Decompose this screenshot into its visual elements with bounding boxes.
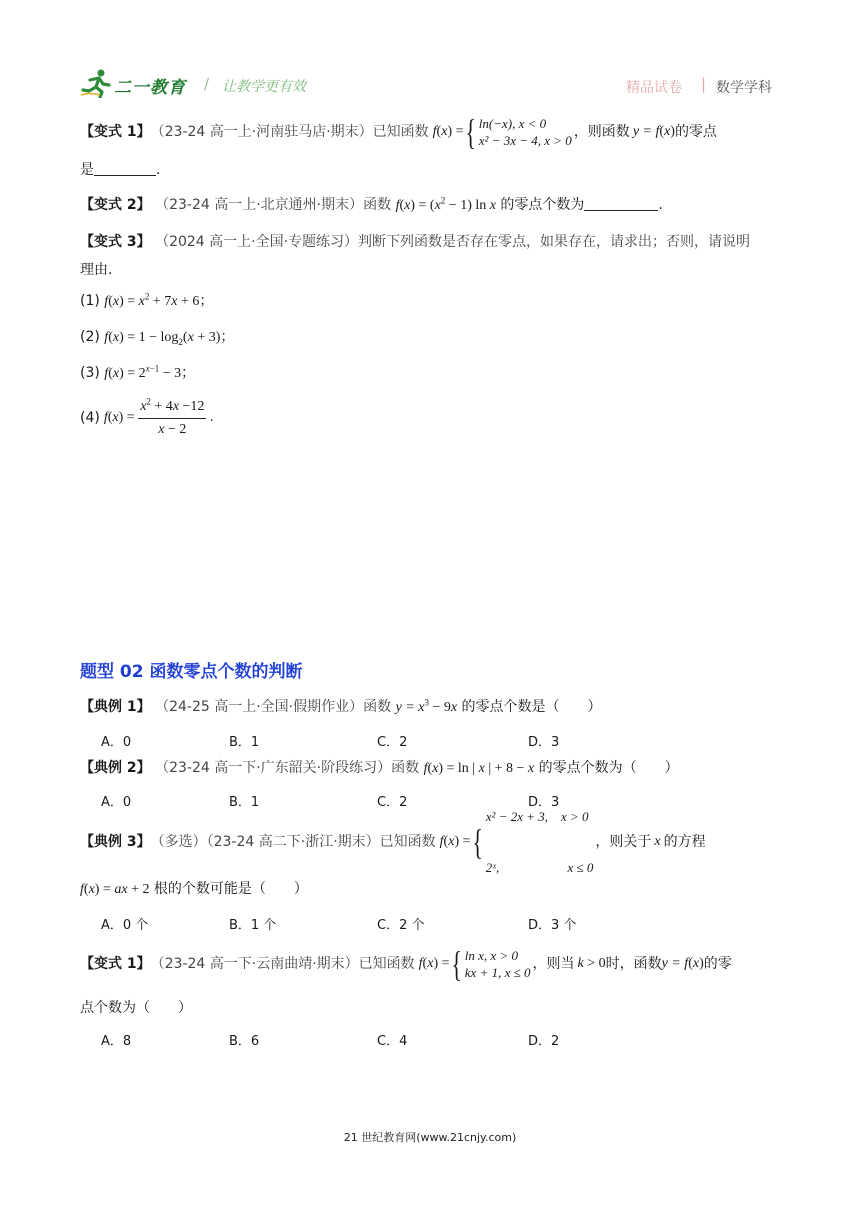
- variant-s2-1-line2-text: 点个数为（ ）: [80, 1000, 192, 1016]
- variant-s2-1-option-b[interactable]: B．6: [229, 1034, 260, 1049]
- variant-1-paren: (x) =: [436, 124, 464, 139]
- example-2-source: （23-24 高一下·广东韶关·阶段练习）函数: [155, 760, 420, 776]
- variant-s2-1-tag: 【变式 1】: [80, 956, 151, 972]
- header-slash: /: [204, 75, 210, 93]
- example-3-option-c[interactable]: C．2 个: [377, 918, 425, 933]
- example-2-tag: 【典例 2】: [80, 760, 151, 776]
- item-1-formula: f: [104, 294, 109, 309]
- variant-1-answer-blank[interactable]: [94, 161, 156, 176]
- example-2-formula-rest: (x) = ln | x | + 8 − x: [427, 761, 535, 776]
- variant-s2-1-line1: [80, 942, 732, 986]
- example-3-equation: f: [80, 882, 84, 897]
- example-3-option-d[interactable]: D．3 个: [528, 918, 577, 933]
- item-3-formula: f: [104, 366, 109, 381]
- variant-3-item-2: [80, 327, 234, 348]
- variant-3-tag: 【变式 3】: [80, 234, 151, 250]
- item-1-formula-rest: $(x) = x^2 + 7x + 6$；: [108, 291, 214, 309]
- example-2-option-d[interactable]: D．3: [528, 795, 560, 810]
- logo-runner-icon: [80, 68, 112, 98]
- variant-1-end: .: [156, 162, 161, 178]
- footer-text: 21 世纪教育网(www.21cnjy.com): [343, 1131, 517, 1144]
- example-1-tag: 【典例 1】: [80, 699, 151, 715]
- variant-s2-1-option-c[interactable]: C．4: [377, 1034, 408, 1049]
- example-3-case1: x² − 2x + 3, x > 0: [485, 809, 589, 824]
- variant-1-fx: f: [432, 124, 437, 139]
- example-1-formula-rest: − 9x: [428, 700, 458, 715]
- variant-s2-1-after: ，则当: [532, 956, 575, 972]
- variant-s2-1-k: k: [577, 956, 584, 971]
- example-2-option-a[interactable]: A．0: [101, 795, 132, 810]
- variant-s2-1-yfx-paren: (x): [688, 956, 704, 971]
- variant-3-source: （2024 高一上·全国·专题练习）判断下列函数是否存在零点，如果存在，请求出；否则，请说明: [155, 234, 751, 250]
- variant-s2-1-cases: [465, 947, 531, 981]
- item-3-formula-rest: $(x) = 2^{x-1} - 3$；: [108, 363, 196, 381]
- variant-3-item-4: [80, 395, 214, 438]
- example-1-tail: 的零点个数是（ ）: [461, 699, 602, 715]
- variant-1-source: （23-24 高一上·河南驻马店·期末）已知函数: [150, 124, 429, 140]
- example-3-line2-text: 根的个数可能是（ ）: [153, 881, 308, 897]
- item-2-label: (2): [80, 329, 100, 345]
- variant-s2-1-case2: kx + 1, x ≤ 0: [464, 965, 531, 980]
- variant-1-line2-text: 是: [80, 162, 94, 178]
- variant-1-tag: 【变式 1】: [80, 124, 151, 140]
- variant-1-after: ，则函数: [573, 124, 630, 140]
- example-1-line: [80, 697, 602, 718]
- variant-s2-1-source: （23-24 高一下·云南曲靖·期末）已知函数: [150, 956, 415, 972]
- section-2-title: 题型 02 函数零点个数的判断: [80, 662, 303, 682]
- variant-1-yfx: y = f: [632, 124, 660, 139]
- variant-s2-1-tail: 的零: [703, 956, 732, 972]
- example-3-line2: [80, 879, 308, 900]
- item-2-formula-rest: $(x) = 1 - \log_2(x + 3)$；: [108, 330, 235, 347]
- variant-3-item-1: [80, 291, 213, 312]
- variant-1-cases: [479, 115, 572, 149]
- header-divider: |: [701, 75, 707, 93]
- logo-text: 二一教育: [114, 78, 186, 98]
- variant-3-line1: [80, 232, 750, 252]
- item-4-label: (4): [80, 410, 100, 426]
- example-1-option-b[interactable]: B．1: [229, 735, 260, 750]
- variant-3-line2-text: 理由.: [80, 262, 113, 278]
- variant-s2-1-fx-paren: (x) =: [422, 956, 450, 971]
- variant-1-yfx-paren: (x): [659, 124, 675, 139]
- item-4-end: .: [206, 410, 214, 425]
- variant-2-formula-rest: $(x) = (x^2 - 1)$ ln x: [399, 195, 496, 213]
- header: [80, 70, 780, 102]
- item-2-formula: f: [104, 330, 109, 345]
- example-3-case2: 2ˣ, x ≤ 0: [485, 860, 594, 875]
- example-2-tail: 的零点个数为（ ）: [538, 760, 679, 776]
- variant-3-line2: [80, 260, 112, 280]
- variant-1-case1: ln(−x), x < 0: [478, 116, 547, 131]
- example-1-option-a[interactable]: A．0: [101, 735, 132, 750]
- example-3-fx: f: [439, 834, 444, 849]
- header-label-premium: 精品试卷: [626, 80, 682, 96]
- example-1-source: （24-25 高一上·全国·假期作业）函数: [155, 699, 392, 715]
- variant-s2-1-line2: [80, 998, 192, 1018]
- variant-2-tail: 的零点个数为: [500, 197, 585, 213]
- example-3-source: （多选）（23-24 高二下·浙江·期末）已知函数: [150, 834, 436, 850]
- header-slogan: 让教学更有效: [222, 79, 306, 95]
- example-1-sup: 3: [424, 697, 429, 708]
- example-2-option-b[interactable]: B．1: [229, 795, 260, 810]
- variant-3-item-3: [80, 363, 195, 384]
- example-2-option-c[interactable]: C．2: [377, 795, 408, 810]
- variant-s2-1-option-d[interactable]: D．2: [528, 1034, 560, 1049]
- variant-s2-1-fx: f: [418, 956, 423, 971]
- variant-s2-1-option-a[interactable]: A．8: [101, 1034, 132, 1049]
- variant-s2-1-case1: ln x, x > 0: [464, 948, 518, 963]
- example-3-equation-rest: (x) = ax + 2: [83, 882, 150, 897]
- example-3-cases: [486, 774, 594, 910]
- variant-2-formula: f: [395, 198, 400, 213]
- variant-s2-1-k-rest: > 0: [583, 956, 606, 971]
- example-1-option-d[interactable]: D．3: [528, 735, 560, 750]
- variant-2-end: .: [658, 197, 663, 213]
- example-1-formula: y = x: [395, 700, 425, 715]
- example-2-formula: f: [423, 761, 428, 776]
- header-label-subject: 数学学科: [716, 80, 772, 96]
- variant-s2-1-brace: {: [450, 944, 462, 984]
- example-3-line1: [80, 809, 706, 875]
- variant-2-source: （23-24 高一上·北京通州·期末）函数: [155, 197, 392, 213]
- item-3-label: (3): [80, 365, 100, 381]
- variant-1-case2: x² − 3x − 4, x > 0: [478, 133, 572, 148]
- example-3-after: ，则关于: [595, 834, 652, 850]
- variant-s2-1-yfx: y = f: [661, 956, 689, 971]
- item-4-formula: f: [103, 410, 108, 425]
- variant-2-answer-blank[interactable]: [584, 196, 658, 211]
- example-3-fx-paren: (x) =: [443, 834, 471, 849]
- variant-1-brace: {: [464, 112, 476, 152]
- example-3-option-b[interactable]: B．1 个: [229, 918, 277, 933]
- example-3-tail: 的方程: [663, 834, 706, 850]
- item-1-label: (1): [80, 293, 100, 309]
- variant-s2-1-mid: 时，函数: [605, 956, 662, 972]
- example-3-x: x: [654, 834, 661, 849]
- variant-1-tail: 的零点: [674, 124, 717, 140]
- item-4-formula-eq: (x) =: [107, 410, 139, 425]
- variant-1-line2: [80, 160, 160, 180]
- variant-2-line: [80, 195, 663, 216]
- variant-2-tag: 【变式 2】: [80, 197, 151, 213]
- example-3-option-a[interactable]: A．0 个: [101, 918, 149, 933]
- example-1-option-c[interactable]: C．2: [377, 735, 408, 750]
- variant-1-line1: [80, 110, 717, 154]
- example-3-brace: {: [471, 822, 483, 862]
- example-3-tag: 【典例 3】: [80, 834, 151, 850]
- item-4-fraction: $\frac{x^2 + 4x -12}{x - 2}$: [140, 395, 205, 437]
